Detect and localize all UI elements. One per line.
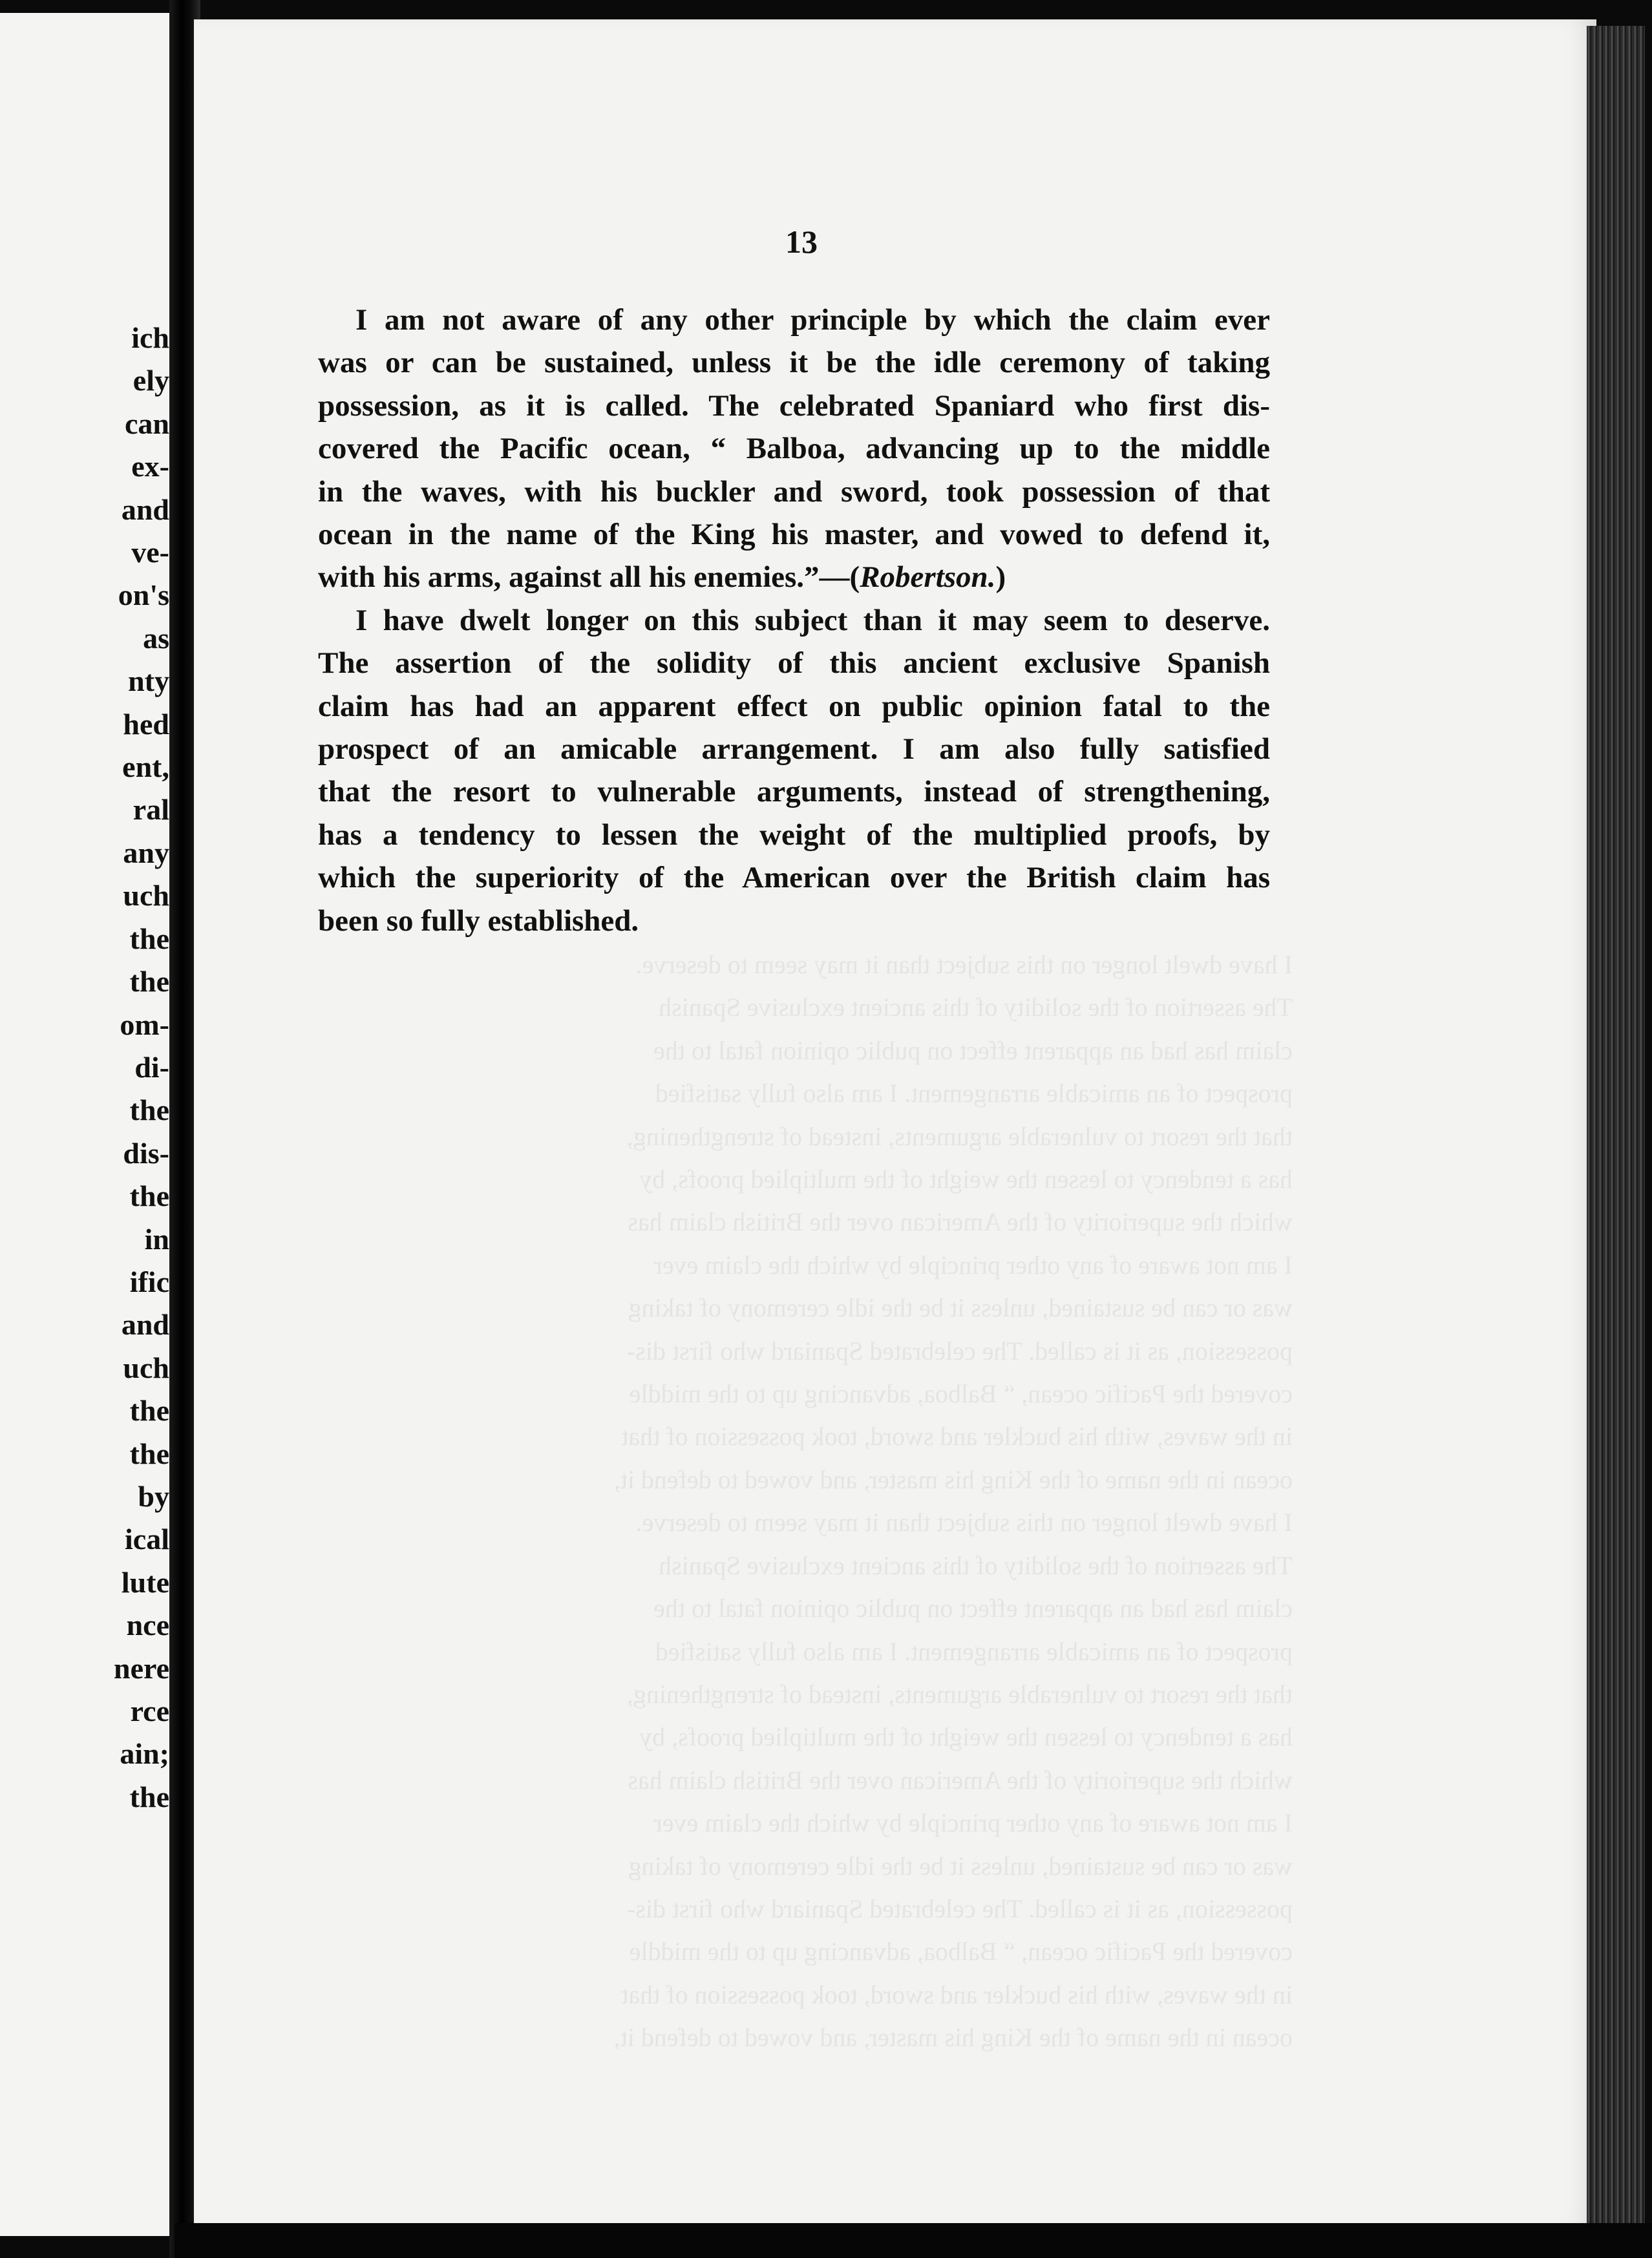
left-line-ending: nce [126,1609,169,1642]
text-line [318,556,1270,598]
bleed-line: covered the Pacific ocean, “ Balboa, advancing up to the middle [629,1379,1293,1409]
left-line-ending: any [123,836,169,869]
left-line-ending: om- [120,1008,169,1041]
left-line-ending: rce [130,1694,169,1727]
bleed-line: possession, as it is called. The celebrated Spaniard who first dis- [626,1894,1293,1923]
left-line-ending: ich [131,321,169,354]
bleed-line: claim has had an apparent effect on public opinion fatal to the [653,1594,1293,1623]
left-line-ending: ain; [120,1737,169,1771]
text-line: The assertion of the solidity of this ancient exclusive Spanish [318,646,1270,681]
left-line-ending: ent, [122,750,169,784]
left-line-ending: by [138,1479,169,1513]
left-line-ending: uch [123,879,169,913]
citation-robertson: Robertson. [860,560,996,595]
left-line-ending: the [129,1179,169,1213]
bleed-line: prospect of an amicable arrangement. I am also fully satisfied [655,1636,1293,1666]
bleed-line: The assertion of the solidity of this ancient exclusive Spanish [659,993,1293,1022]
text-line: was or can be sustained, unless it be the idle ceremony of taking [318,346,1270,380]
left-line-ending: ex- [131,450,169,483]
text-line: that the resort to vulnerable arguments, instead of strengthening, [318,775,1270,809]
text-line-suffix: ) [995,560,1006,595]
left-line-ending: the [129,922,169,955]
text-line: prospect of an amicable arrangement. I am also fully satisfied [318,732,1270,766]
bleed-line: ocean in the name of the King his master, and vowed to defend it, [613,2023,1293,2052]
text-line: has a tendency to lessen the weight of the multiplied proofs, by [318,818,1270,852]
left-line-ending: ific [129,1265,169,1298]
text-line: claim has had an apparent effect on public opinion fatal to the [318,689,1270,723]
left-page-line-endings [114,317,169,1819]
left-line-ending: dis- [123,1136,169,1170]
bleed-line: I have dwelt longer on this subject than it may seem to deserve. [635,950,1293,979]
bleed-line: in the waves, with his buckler and sword, took possession of that [621,1422,1293,1451]
bleed-line: I am not aware of any other principle by which the claim ever [653,1250,1293,1280]
text-line: I have dwelt longer on this subject than it may seem to deserve. [355,603,1270,637]
body-text [318,299,1270,942]
bleed-line: covered the Pacific ocean, “ Balboa, advancing up to the middle [629,1937,1293,1967]
left-line-ending: the [129,965,169,998]
bleed-line: The assertion of the solidity of this ancient exclusive Spanish [659,1550,1293,1580]
text-line: possession, as it is called. The celebrated Spaniard who first dis- [318,388,1270,423]
text-line: in the waves, with his buckler and sword, took possession of that [318,474,1270,509]
bleed-through-texture [304,944,1293,2060]
bottom-edge [175,2223,1652,2258]
bleed-line: ocean in the name of the King his master, and vowed to defend it, [613,1464,1293,1494]
text-line: I am not aware of any other principle by which the claim ever [355,303,1270,337]
left-line-ending: lute [121,1565,169,1599]
left-line-ending: di- [134,1050,169,1084]
bleed-line: claim has had an apparent effect on public opinion fatal to the [653,1035,1293,1065]
bleed-line: was or can be sustained, unless it be the idle ceremony of taking [628,1851,1293,1881]
bleed-line: I am not aware of any other principle by which the claim ever [653,1808,1293,1838]
bleed-line: was or can be sustained, unless it be the idle ceremony of taking [628,1293,1293,1323]
bleed-line: I have dwelt longer on this subject than it may seem to deserve. [635,1508,1293,1537]
left-line-ending: uch [123,1351,169,1384]
left-line-ending: hed [123,707,169,741]
bleed-line: in the waves, with his buckler and sword, took possession of that [621,1979,1293,2009]
left-line-ending: ical [125,1523,169,1556]
left-line-ending: in [144,1222,169,1256]
bleed-line: which the superiority of the American over the British claim has [628,1207,1293,1237]
page-edge-stack [1587,26,1645,2230]
text-line: ocean in the name of the King his master, and vowed to defend it, [318,518,1270,552]
left-line-ending: the [129,1780,169,1813]
left-line-ending: the [129,1093,169,1127]
bleed-line: has a tendency to lessen the weight of the multiplied proofs, by [639,1722,1293,1752]
left-line-ending: the [129,1437,169,1470]
bleed-line: has a tendency to lessen the weight of the multiplied proofs, by [639,1165,1293,1194]
left-line-ending: ely [132,364,169,397]
text-line: been so fully established. [318,903,639,938]
text-line-prefix: with his arms, against all his enemies.”—( [318,560,860,595]
left-line-ending: and [121,492,169,526]
left-line-ending: ral [132,793,169,827]
bleed-line: which the superiority of the American over the British claim has [628,1765,1293,1795]
bleed-line: that the resort to vulnerable arguments, instead of strengthening, [626,1679,1293,1709]
left-line-ending: nty [128,664,169,698]
left-line-ending: on's [118,578,169,612]
paragraph-2 [318,599,1270,942]
left-line-ending: and [121,1308,169,1342]
bleed-line: that the resort to vulnerable arguments, instead of strengthening, [626,1121,1293,1151]
paragraph-1 [318,299,1270,599]
text-line: covered the Pacific ocean, “ Balboa, advancing up to the middle [318,432,1270,466]
bleed-line: possession, as it is called. The celebrated Spaniard who first dis- [626,1336,1293,1366]
page-number: 13 [785,224,818,260]
left-line-ending: nere [113,1651,169,1685]
left-line-ending: can [125,406,169,440]
bleed-line: prospect of an amicable arrangement. I am also fully satisfied [655,1079,1293,1108]
left-line-ending: as [143,621,169,655]
left-line-ending: the [129,1394,169,1428]
left-line-ending: ve- [131,536,169,569]
text-line: which the superiority of the American over the British claim has [318,861,1270,895]
left-page-fragment [0,13,175,2236]
